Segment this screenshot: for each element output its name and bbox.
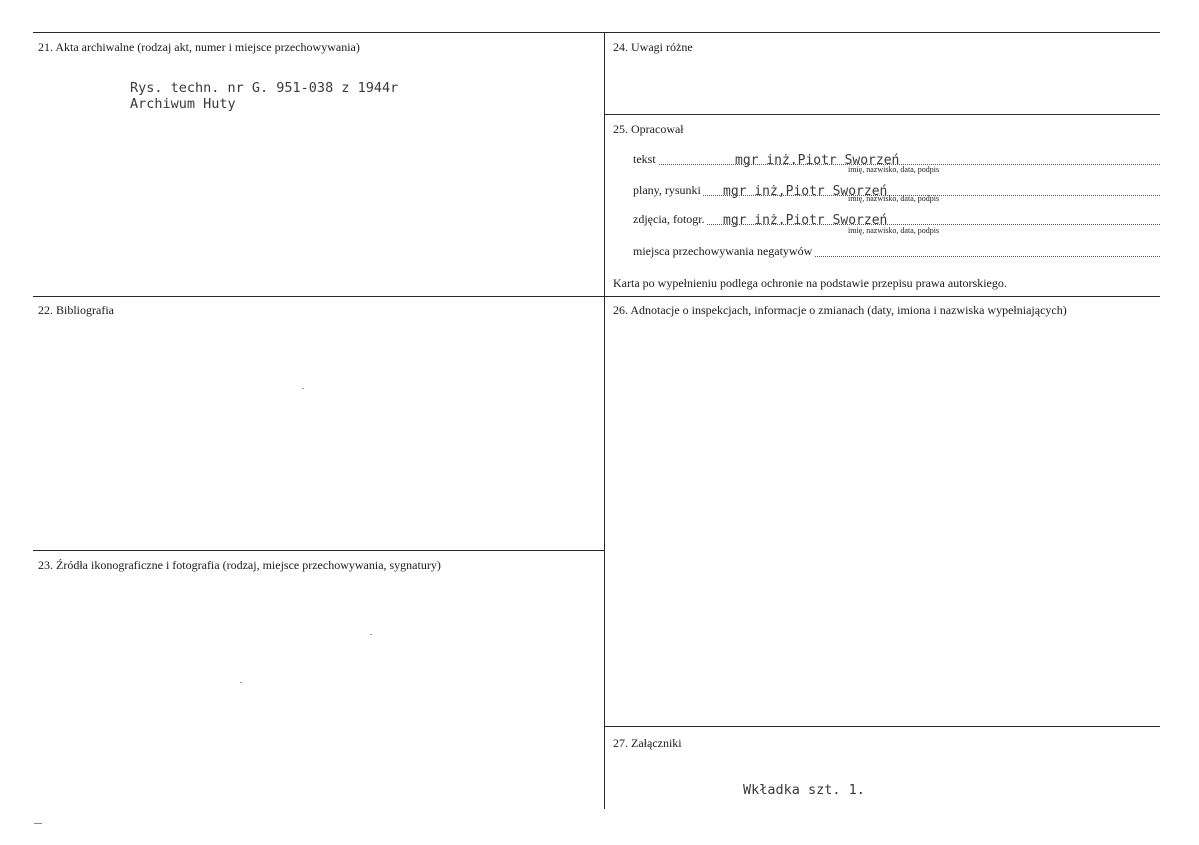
prepared-text-value: mgr inż.Piotr Sworzeń <box>735 153 900 168</box>
section-26-title: 26. Adnotacje o inspekcjach, informacje o zmianach (daty, imiona i nazwiska wypełniających) <box>613 303 1067 317</box>
copyright-note: Karta po wypełnieniu podlega ochronie na podstawie przepisu prawa autorskiego. <box>613 276 1007 290</box>
section-24-title: 24. Uwagi różne <box>613 40 693 54</box>
hint-text-row: imię, nazwisko, data, podpis <box>848 165 940 174</box>
divider-26-27 <box>604 726 1160 727</box>
hint-photos-row: imię, nazwisko, data, podpis <box>848 226 940 235</box>
prepared-photos-label: zdjęcia, fotogr. <box>633 212 705 226</box>
section-27-title: 27. Załączniki <box>613 736 682 750</box>
top-border <box>33 32 1160 33</box>
archive-drawing-ref: Rys. techn. nr G. 951-038 z 1944r <box>130 80 399 96</box>
hint-plans-row: imię, nazwisko, data, podpis <box>848 194 940 203</box>
divider-22-23 <box>33 550 604 551</box>
negatives-location-label: miejsca przechowywania negatywów <box>633 244 813 258</box>
prepared-plans-value: mgr inż,Piotr Sworzeń <box>723 184 888 199</box>
prepared-text-label: tekst <box>633 152 656 166</box>
attachment-value: Wkładka szt. 1. <box>743 782 865 798</box>
scan-speck <box>302 388 304 389</box>
section-22-title: 22. Bibliografia <box>38 303 114 317</box>
archive-location: Archiwum Huty <box>130 96 236 112</box>
scan-speck <box>240 682 242 683</box>
negatives-location-row <box>633 243 1160 261</box>
divider-21-22 <box>33 296 1160 297</box>
scan-speck <box>370 634 372 635</box>
scan-mark <box>34 823 42 824</box>
prepared-plans-label: plany, rysunki <box>633 183 701 197</box>
center-divider <box>604 32 605 809</box>
dotted-line <box>633 224 1160 225</box>
divider-24-25 <box>604 114 1160 115</box>
prepared-photos-value: mgr inż.Piotr Sworzeń <box>723 213 888 228</box>
section-23-title: 23. Źródła ikonograficzne i fotografia (rodzaj, miejsce przechowywania, sygnatury) <box>38 558 441 572</box>
section-21-title: 21. Akta archiwalne (rodzaj akt, numer i miejsce przechowywania) <box>38 40 360 54</box>
section-25-title: 25. Opracował <box>613 122 684 136</box>
